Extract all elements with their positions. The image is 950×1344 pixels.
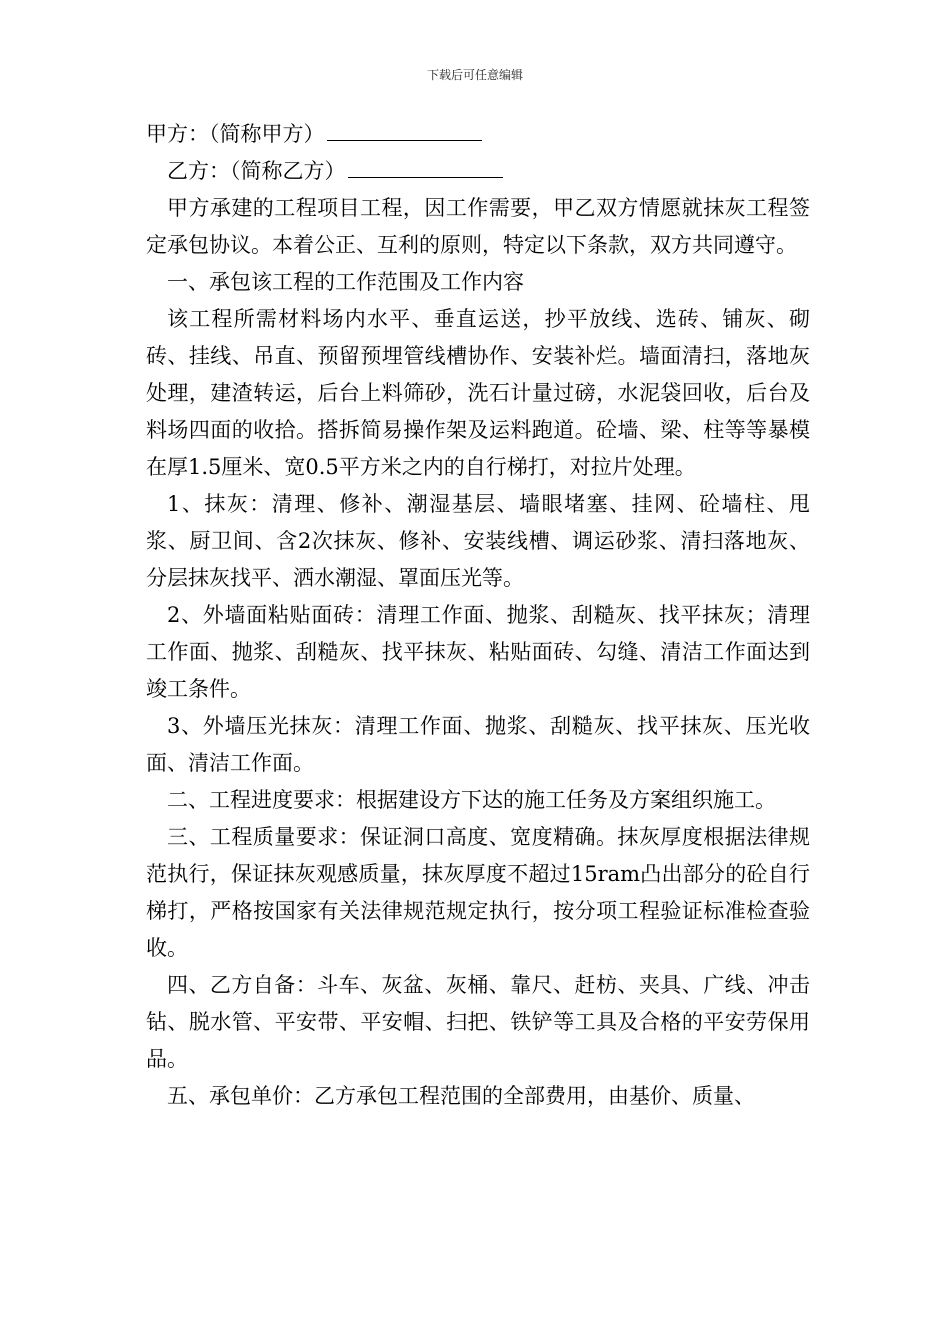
party-a-label: 甲方：（简称甲方）	[146, 122, 325, 146]
party-b-label: 乙方：（简称乙方）	[167, 159, 346, 183]
document-body	[146, 116, 810, 1115]
item-plastering: 1、抹灰：清理、修补、潮湿基层、墙眼堵塞、挂网、砼墙柱、甩浆、厨卫间、含2次抹灰、修补、安装线槽、调运砂浆、清扫落地灰、分层抹灰找平、洒水潮湿、罩面压光等。	[146, 492, 810, 590]
section-5-price: 五、承包单价：乙方承包工程范围的全部费用，由基价、质量、	[167, 1084, 755, 1108]
paragraph-intro: 甲方承建的工程项目工程，因工作需要，甲乙双方情愿就抹灰工程签定承包协议。本着公正、互利的原则，特定以下条款，双方共同遵守。	[146, 196, 810, 257]
party-a-line	[146, 116, 810, 153]
item-exterior-tiles: 2、外墙面粘贴面砖：清理工作面、抛浆、刮糙灰、找平抹灰；清理工作面、抛浆、刮糙灰、找平抹灰、粘贴面砖、勾缝、清洁工作面达到竣工条件。	[146, 603, 810, 701]
party-b-blank	[348, 155, 503, 178]
paragraph-scope: 该工程所需材料场内水平、垂直运送，抄平放线、选砖、铺灰、砌砖、挂线、吊直、预留预埋管线槽协作、安装补烂。墙面清扫，落地灰处理，建渣转运，后台上料筛砂，洗石计量过磅，水泥袋回收，后台及料场四面的收拾。搭拆简易操作架及运料跑道。砼墙、梁、柱等等暴模在厚1.5厘米、宽0.5平方米之内的自行梯打，对拉片处理。	[146, 307, 810, 479]
section-4-equipment: 四、乙方自备：斗车、灰盆、灰桶、靠尺、赶枋、夹具、广线、冲击钻、脱水管、平安带、平安帽、扫把、铁铲等工具及合格的平安劳保用品。	[146, 973, 810, 1071]
party-b-line	[146, 153, 810, 190]
item-exterior-polish: 3、外墙压光抹灰：清理工作面、抛浆、刮糙灰、找平抹灰、压光收面、清洁工作面。	[146, 714, 810, 775]
section-1-heading: 一、承包该工程的工作范围及工作内容	[167, 270, 524, 294]
header-note: 下载后可任意编辑	[426, 68, 523, 82]
section-2-progress: 二、工程进度要求：根据建设方下达的施工任务及方案组织施工。	[167, 788, 776, 812]
section-3-quality: 三、工程质量要求：保证洞口高度、宽度精确。抹灰厚度根据法律规范执行，保证抹灰观感质量，抹灰厚度不超过15ram凸出部分的砼自行梯打，严格按国家有关法律规范规定执行，按分项工程验证标准检查验收。	[146, 825, 810, 960]
party-a-blank	[327, 118, 482, 141]
